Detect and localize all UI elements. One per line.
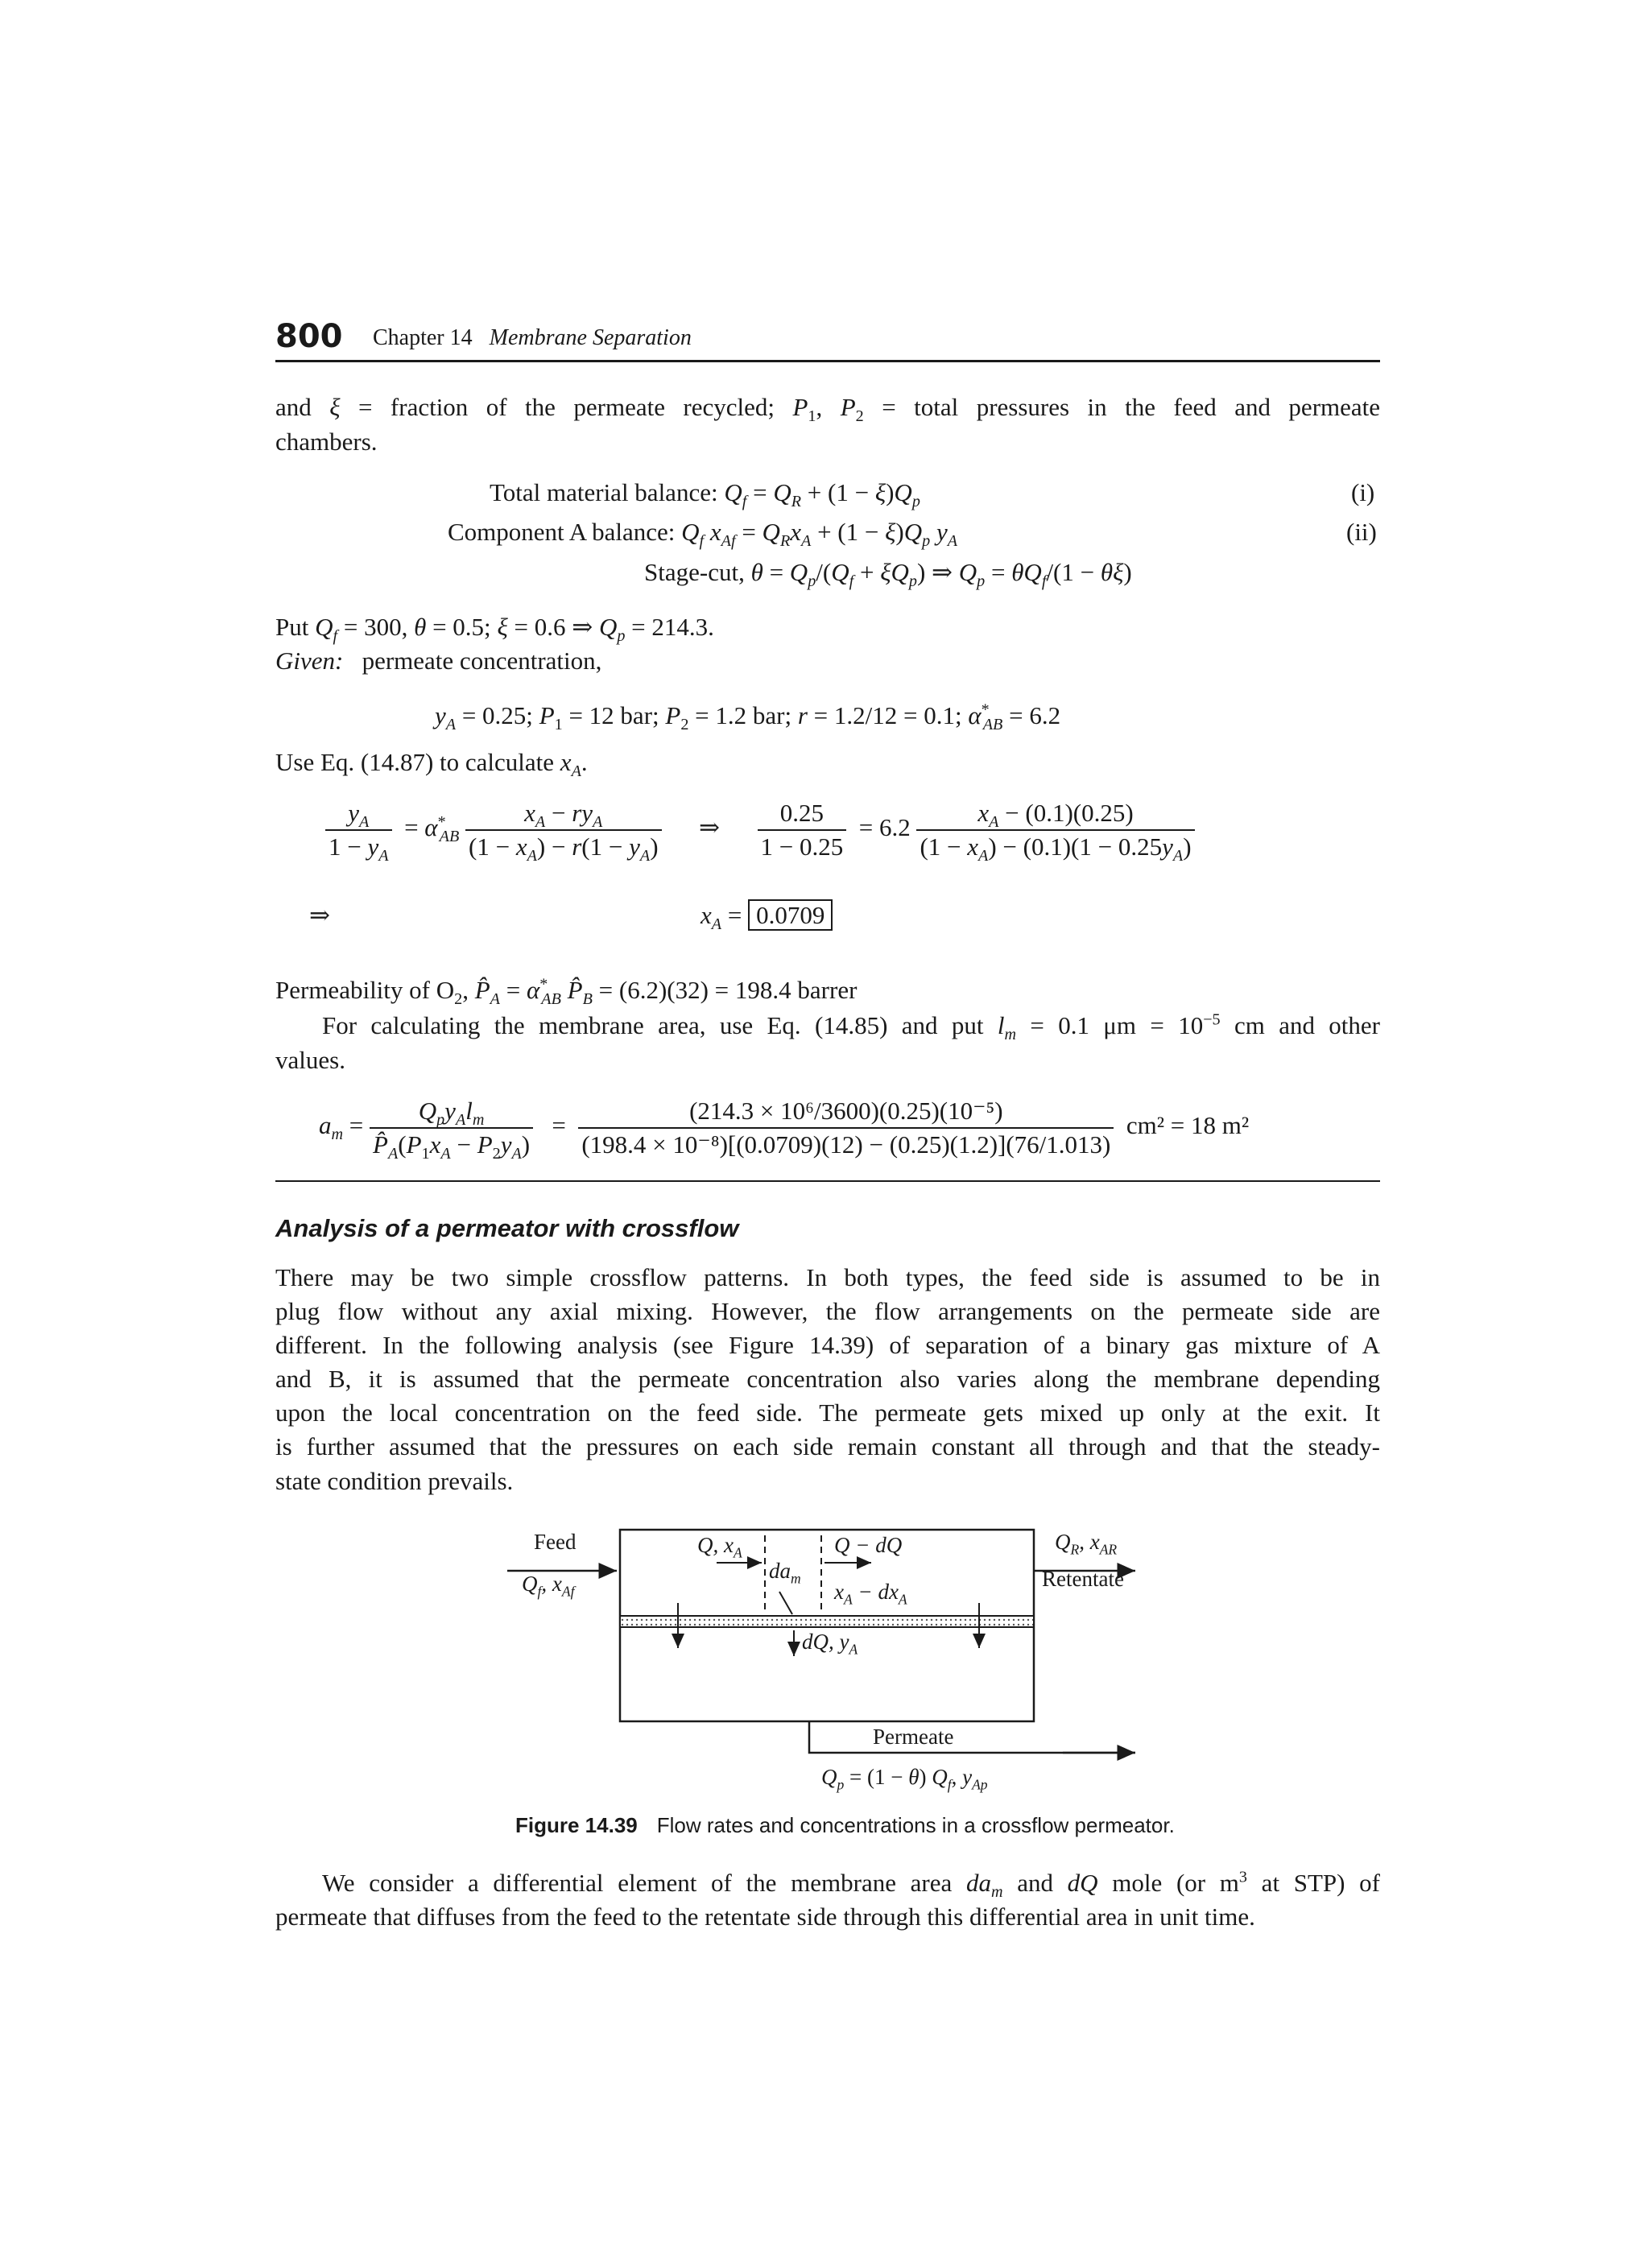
permeate-flux-label: dQ, $y_A$ — [802, 1630, 858, 1658]
membrane-layer — [620, 1616, 1034, 1627]
running-header — [373, 325, 692, 351]
closing-line-1: We consider a differential element of the membrane area $da_m$ and dQ mole (or $m^3$ at STP) of — [322, 1868, 1381, 1902]
fraction-rhs-1: $\frac{x_A - ry_A}{(1 - x_A) - r(1 - y_A)}$ — [465, 797, 662, 863]
intro-line-2: chambers. — [275, 428, 378, 456]
paragraph-line-6: is further assumed that the pressures on each side remain constant all through and that the steady- — [275, 1432, 1380, 1460]
paragraph-line-1: There may be two simple crossflow patterns. In both types, the feed side is assumed to be in — [275, 1263, 1380, 1291]
fraction-lhs: $\frac{y_A}{1 - y_A}$ — [325, 797, 392, 863]
page-number: 800 — [275, 318, 343, 355]
outlet-element-label: Q − dQ — [834, 1533, 903, 1557]
paragraph-line-5: upon the local concentration on the feed side. The permeate gets mixed up only at the exit. It — [275, 1398, 1380, 1427]
chapter-title: Membrane Separation — [489, 325, 692, 350]
implies-arrow: ⇒ — [309, 901, 330, 929]
section-rule — [275, 1180, 1380, 1182]
figure-caption-text: Flow rates and concentrations in a crossflow permeator. — [656, 1813, 1175, 1837]
put-values-line: Put $Q_f = 300$, θ = 0.5; ξ = 0.6 ⇒ $Q_p = 214.3$. — [275, 613, 714, 646]
header-rule — [275, 360, 1380, 362]
area-fraction-1: $\frac{Q_py_Al_m}{P̂_A(P_1x_A - P_2y_A)}$ — [370, 1095, 533, 1161]
total-balance-equation: Total material balance: $Q_f = Q_R + (1 - \xi)Q_p$ — [490, 478, 920, 511]
permeate-outlet-pipe — [809, 1721, 1135, 1753]
equation-tag-ii: (ii) — [1346, 518, 1377, 546]
section-heading: Analysis of a permeator with crossflow — [275, 1214, 739, 1242]
given-line: Given: permeate concentration, — [275, 647, 602, 675]
paragraph-line-2: plug flow without any axial mixing. However, the flow arrangements on the permeate side are — [275, 1297, 1380, 1325]
dam-label: $da_m$ — [769, 1559, 801, 1587]
boxed-result: 0.0709 — [748, 899, 833, 931]
permeate-label: Permeate — [873, 1725, 954, 1749]
equation-yA: $\frac{y_A}{1 - y_A}$ = $\alpha^*_{AB}$ $\frac{x_A - ry_A}{(1 - x_A) - r(1 - y_A)}$ ⇒ $\frac{0.25}{1 - 0.25}$ = 6.2 $\frac{x_A - (0.1)(0.25)}{(1 - x_A) - (0.1)(1 - 0.25y_A)}$ — [325, 797, 1195, 863]
intro-line-1: and ξ = fraction of the permeate recycled; $P_1$, $P_2$ = total pressures in the feed and permeate — [275, 393, 1381, 426]
figure-number: Figure 14.39 — [515, 1813, 638, 1837]
closing-line-2: permeate that diffuses from the feed to the retentate side through this differential area in unit time. — [275, 1902, 1255, 1931]
figure-caption — [515, 1813, 1175, 1838]
permeate-variables: $Q_p = (1 - \theta)$ $Q_f$, $y_{Ap}$ — [821, 1765, 988, 1793]
feed-label: Feed — [534, 1530, 577, 1554]
result-xA: $x_A = 0.0709$ — [701, 898, 833, 933]
fraction-rhs-3: $\frac{x_A - (0.1)(0.25)}{(1 - x_A) - (0.1)(1 - 0.25y_A)}$ — [916, 797, 1194, 863]
paragraph-line-4: and B, it is assumed that the permeate concentration also varies along the membrane depending — [275, 1365, 1380, 1393]
inlet-element-label: Q, $x_A$ — [697, 1533, 742, 1561]
area-equation: $a_m$ = $\frac{Q_py_Al_m}{P̂_A(P_1x_A - P_2y_A)}$ = $\frac{\text{(214.3 × 10⁶/3600)(0.25)(10⁻⁵)}}{\text{(198.4 × 10⁻⁸)[(0.0709)(12) − (0.25)(1.2)](76/1.013)}}$ cm² = 18 m² — [319, 1097, 1250, 1163]
equation-tag-i: (i) — [1351, 478, 1375, 506]
chapter-number: Chapter 14 — [373, 325, 473, 350]
permeability-line: Permeability of $O_2$, $P̂_A = \alpha^*_{AB}$ $P̂_B = (6.2)(32) = 198.4$ barrer — [275, 975, 858, 1009]
retentate-variables: $Q_R$, $x_{AR}$ — [1055, 1530, 1118, 1558]
area-fraction-2: $\frac{\text{(214.3 × 10⁶/3600)(0.25)(10⁻⁵)}}{\text{(198.4 × 10⁻⁸)[(0.0709)(12) − (0.25)(1.2)](76/1.013)}}$ — [578, 1095, 1114, 1161]
feed-variables: $Q_f$, $x_{Af}$ — [522, 1572, 575, 1600]
stage-cut-equation: Stage-cut, $\theta = Q_p/(Q_f + \xi Q_p)$ ⇒ $Q_p = \theta Q_f/(1 - \theta\xi)$ — [644, 558, 1132, 591]
paragraph-line-3: different. In the following analysis (see Figure 14.39) of separation of a binary gas mixture of A — [275, 1331, 1380, 1359]
membrane-area-line-1: For calculating the membrane area, use Eq. (14.85) and put $l_m = 0.1$ $\mu m = 10^{-5}$ cm and other — [322, 1010, 1381, 1044]
membrane-area-line-2: values. — [275, 1046, 345, 1074]
component-balance-equation: Component A balance: $Q_f$ $x_{Af} = Q_Rx_A + (1 - \xi)Q_p$ $y_A$ — [448, 518, 958, 551]
paragraph-line-7: state condition prevails. — [275, 1467, 514, 1495]
retentate-label: Retentate — [1042, 1567, 1124, 1591]
fraction-rhs-2: $\frac{0.25}{1 - 0.25}$ — [758, 797, 847, 863]
use-equation-line: Use Eq. (14.87) to calculate $x_A$. — [275, 748, 588, 781]
concentration-change-label: $x_A - dx_A$ — [834, 1580, 907, 1608]
given-values: $y_A = 0.25$; $P_1 = 12$ bar; $P_2 = 1.2$ bar; r = 1.2/12 = 0.1; $\alpha^*_{AB} = 6.2$ — [435, 700, 1061, 734]
dam-pointer — [779, 1592, 792, 1614]
